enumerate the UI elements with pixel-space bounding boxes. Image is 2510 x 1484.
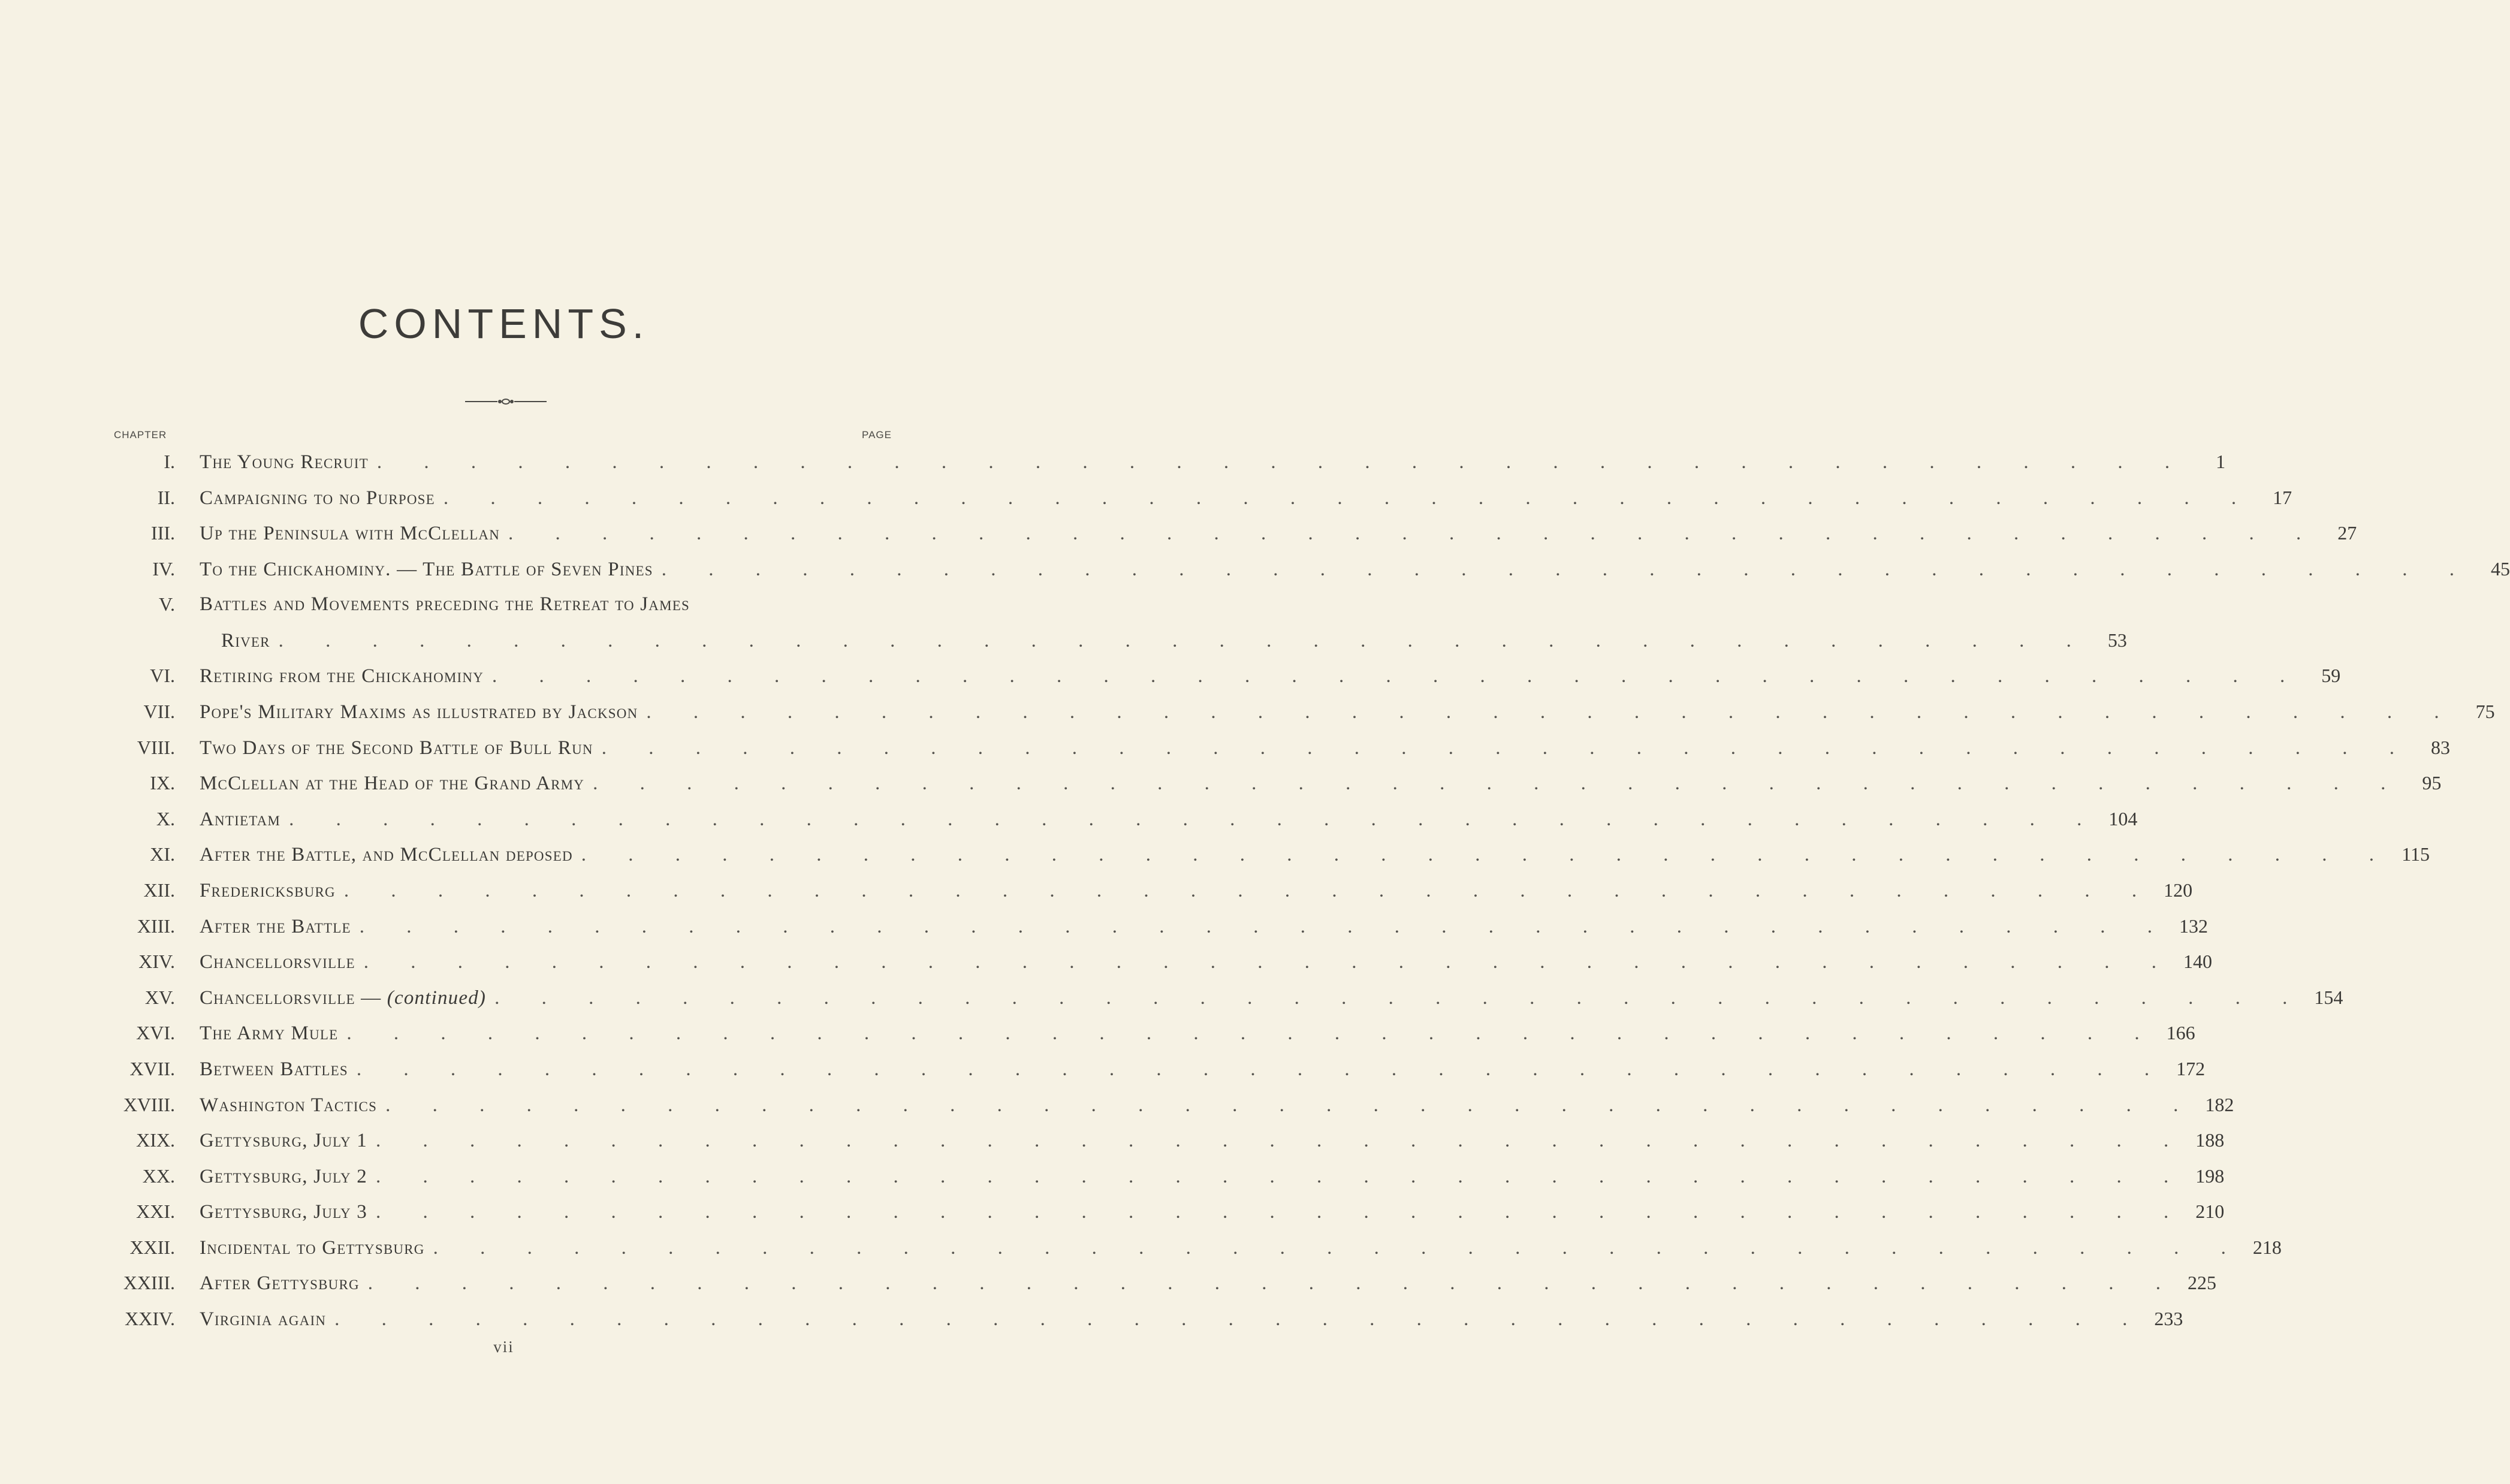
leader-dots: . . . . . . . . . . . . . . . . . . . . . . . . . . . . . . . . . . . . . . . (359, 915, 2171, 937)
chapter-title (200, 1130, 367, 1152)
chapter-title (200, 559, 653, 581)
chapter-line (200, 951, 2212, 975)
chapter-title-text: The Young Recruit (200, 451, 369, 473)
chapter-title (200, 665, 484, 687)
leader-dots: . . . . . . . . . . . . . . . . . . . . . . . . . . . . . . . . . . . . . . . (334, 1308, 2146, 1331)
chapter-line (200, 1272, 2217, 1296)
toc-entry (0, 873, 2193, 909)
chapter-number: XII. (143, 879, 175, 901)
leader-dots: . . . . . . . . . . . . . . . . . . . . . . . . . . . . . . . . . . . . . . . (375, 1130, 2188, 1152)
chapter-title-italic: (continued) (387, 987, 487, 1009)
toc-entry (0, 1016, 2195, 1052)
chapter-title (200, 1094, 377, 1117)
chapter-title-text: Incidental to Gettysburg (200, 1236, 425, 1259)
chapter-number: XVI. (136, 1022, 175, 1044)
chapter-title (200, 593, 690, 616)
leader-dots: . . . . . . . . . . . . . . . . . . . . . . . . . . . . . . . . . . . . . . . (661, 558, 2473, 580)
toc-entry (0, 1088, 2234, 1124)
chapter-line (200, 807, 2138, 832)
chapter-number: XIV. (138, 951, 175, 973)
chapter-title (200, 1166, 367, 1188)
chapter-title-text: After the Battle, and McClellan deposed (200, 844, 573, 866)
chapter-title-text: Battles and Movements preceding the Retreat to James (200, 593, 690, 616)
leader-dots: . . . . . . . . . . . . . . . . . . . . . . . . . . . . . . . . . . . . . . . (278, 630, 2090, 652)
chapter-title-text: After Gettysburg (200, 1272, 360, 1295)
leader-dots: . . . . . . . . . . . . . . . . . . . . . . . . . . . . . . . . . . . . . . . (375, 1201, 2188, 1223)
chapter-number: VII. (143, 700, 175, 722)
page-number: 53 (2107, 629, 2127, 651)
chapter-title-text: Washington Tactics (200, 1094, 378, 1116)
chapter-title (200, 951, 355, 973)
toc-entry (0, 1052, 2206, 1088)
chapter-title (200, 773, 584, 795)
chapter-title (200, 737, 593, 759)
chapter-title-text: Gettysburg, July 2 (200, 1165, 367, 1187)
page-number: 59 (2321, 665, 2341, 687)
chapter-title-text: After the Battle (200, 915, 351, 937)
chapter-number: VI. (150, 665, 175, 687)
page-title: CONTENTS. (358, 300, 650, 347)
leader-dots: . . . . . . . . . . . . . . . . . . . . . . . . . . . . . . . . . . . . . . . (508, 523, 2320, 545)
chapter-title (200, 1308, 326, 1331)
toc-entry (0, 1230, 2282, 1266)
page-number: 95 (2422, 772, 2442, 794)
chapter-number: XVIII. (123, 1093, 175, 1115)
leader-dots: . . . . . . . . . . . . . . . . . . . . . . . . . . . . . . . . . . . . . . . (343, 879, 2156, 901)
chapter-number: XV. (144, 986, 175, 1008)
chapter-number: XXI. (136, 1201, 175, 1223)
chapter-title (200, 451, 369, 473)
chapter-line (200, 1057, 2206, 1082)
chapter-number: IX. (150, 772, 175, 794)
chapter-title-text: Campaigning to no Purpose (200, 487, 435, 509)
toc-entry (0, 695, 2495, 731)
chapter-line (200, 1201, 2225, 1224)
chapter-number: X. (156, 807, 175, 830)
chapter-title-text: Between Battles (200, 1058, 348, 1080)
chapter-title-text: McClellan at the Head of the Grand Army (200, 773, 585, 795)
page-number: 104 (2108, 807, 2138, 830)
chapter-title-continued: River (221, 630, 270, 652)
chapter-title (200, 916, 351, 938)
chapter-line (200, 772, 2442, 796)
chapter-number: II. (157, 486, 175, 508)
chapter-title (200, 701, 638, 723)
chapter-title (200, 1237, 425, 1259)
chapter-line (200, 700, 2495, 725)
chapter-number: I. (164, 451, 175, 472)
chapter-title-text: Gettysburg, July 1 (200, 1130, 367, 1152)
page-number: 140 (2183, 951, 2212, 973)
leader-dots: . . . . . . . . . . . . . . . . . . . . . . . . . . . . . . . . . . . . . . . (356, 1058, 2168, 1080)
toc-entry (0, 1266, 2217, 1302)
toc-entry (0, 766, 2442, 802)
chapter-number: XIII. (137, 915, 175, 937)
page-number: 83 (2430, 736, 2450, 758)
page-number: 172 (2176, 1057, 2206, 1079)
leader-dots: . . . . . . . . . . . . . . . . . . . . . . . . . . . . . . . . . . . . . . . (646, 701, 2458, 723)
chapter-title (200, 1058, 348, 1081)
chapter-line (200, 843, 2430, 867)
toc-entry (0, 516, 2357, 552)
page-number: 115 (2402, 843, 2430, 865)
toc-entry (0, 445, 2226, 481)
leader-dots: . . . . . . . . . . . . . . . . . . . . . . . . . . . . . . . . . . . . . . . (581, 844, 2393, 866)
ornament-rule (465, 396, 547, 408)
chapter-title (200, 487, 435, 509)
leader-dots: . . . . . . . . . . . . . . . . . . . . . . . . . . . . . . . . . . . . . . . (375, 1165, 2188, 1187)
toc-entry (0, 1159, 2225, 1195)
page-number: 218 (2252, 1236, 2282, 1258)
chapter-line (200, 1129, 2225, 1153)
chapter-line (200, 1308, 2183, 1332)
page-number: 166 (2166, 1022, 2195, 1044)
chapter-title-text: Fredericksburg (200, 879, 336, 901)
leader-dots: . . . . . . . . . . . . . . . . . . . . . . . . . . . . . . . . . . . . . . . (376, 451, 2189, 473)
chapter-title (200, 1272, 360, 1295)
chapter-title (200, 809, 280, 831)
chapter-line (200, 879, 2193, 903)
page-number: 233 (2154, 1308, 2183, 1330)
leader-dots: . . . . . . . . . . . . . . . . . . . . . . . . . . . . . . . . . . . . . . . (346, 1022, 2158, 1045)
chapter-line (200, 486, 2292, 511)
leader-dots: . . . . . . . . . . . . . . . . . . . . . . . . . . . . . . . . . . . . . . . (494, 987, 2306, 1009)
chapter-title (200, 987, 486, 1009)
page-number: 182 (2205, 1093, 2234, 1115)
toc-entry (0, 837, 2430, 873)
toc-entry (0, 587, 2127, 659)
page-number: 1 (2216, 451, 2226, 472)
chapter-line (200, 986, 2343, 1011)
page-number: 45 (2491, 557, 2510, 580)
chapter-title-text: Gettysburg, July 3 (200, 1201, 367, 1223)
chapter-column-label: CHAPTER (114, 429, 167, 441)
table-of-contents (0, 445, 2510, 1338)
chapter-title-text: Virginia again (200, 1308, 327, 1331)
chapter-line (200, 1093, 2234, 1118)
leader-dots: . . . . . . . . . . . . . . . . . . . . . . . . . . . . . . . . . . . . . . . (433, 1236, 2244, 1259)
leader-dots: . . . . . . . . . . . . . . . . . . . . . . . . . . . . . . . . . . . . . . . (363, 951, 2175, 973)
leader-dots: . . . . . . . . . . . . . . . . . . . . . . . . . . . . . . . . . . . . . . . (385, 1094, 2197, 1116)
chapter-title (200, 880, 336, 902)
chapter-line (200, 665, 2341, 689)
chapter-number: IV. (152, 557, 175, 580)
chapter-number: XXIII. (123, 1272, 175, 1294)
chapter-title-text: Chancellorsville — (200, 987, 387, 1009)
leader-dots: . . . . . . . . . . . . . . . . . . . . . . . . . . . . . . . . . . . . . . . (443, 487, 2255, 509)
page-number: 120 (2164, 879, 2193, 901)
page-folio: vii (493, 1338, 514, 1356)
toc-entry (0, 1123, 2225, 1159)
leader-dots: . . . . . . . . . . . . . . . . . . . . . . . . . . . . . . . . . . . . . . . (601, 737, 2413, 759)
chapter-line (200, 1165, 2225, 1189)
chapter-line (200, 915, 2208, 939)
toc-entry (0, 909, 2208, 945)
chapter-title-text: Chancellorsville (200, 951, 355, 973)
chapter-line (200, 1022, 2195, 1046)
chapter-title-text: Retiring from the Chickahominy (200, 665, 484, 687)
toc-entry (0, 659, 2341, 695)
chapter-number: XI. (150, 843, 175, 865)
chapter-number: III. (151, 522, 175, 544)
chapter-title-text: Two Days of the Second Battle of Bull Run (200, 737, 593, 759)
toc-entry (0, 731, 2450, 767)
chapter-title (200, 844, 573, 866)
page-number: 225 (2188, 1272, 2217, 1294)
page-number: 27 (2337, 522, 2357, 544)
chapter-line-continued (200, 629, 2127, 653)
page-number: 210 (2195, 1201, 2225, 1223)
chapter-line (200, 557, 2510, 582)
page-number: 198 (2195, 1165, 2225, 1187)
page-number: 132 (2179, 915, 2208, 937)
leader-dots: . . . . . . . . . . . . . . . . . . . . . . . . . . . . . . . . . . . . . . . (367, 1272, 2180, 1295)
page-number: 75 (2475, 700, 2495, 722)
chapter-title-text: Pope's Military Maxims as illustrated by Jackson (200, 701, 638, 723)
page-number: 154 (2314, 986, 2343, 1008)
chapter-line (200, 593, 899, 617)
chapter-number: VIII. (137, 736, 175, 758)
toc-entry (0, 981, 2343, 1017)
chapter-title-text: The Army Mule (200, 1022, 339, 1045)
chapter-line (200, 522, 2357, 546)
chapter-line (200, 451, 2226, 475)
chapter-title-text: Antietam (200, 808, 281, 830)
page-column-label: PAGE (862, 429, 892, 441)
chapter-number: XX. (142, 1165, 175, 1187)
chapter-title-text: To the Chickahominy. — The Battle of Seven Pines (200, 558, 653, 580)
chapter-title (200, 523, 500, 545)
leader-dots: . . . . . . . . . . . . . . . . . . . . . . . . . . . . . . . . . . . . . . . (289, 808, 2101, 830)
toc-entry (0, 481, 2292, 517)
leader-dots: . . . . . . . . . . . . . . . . . . . . . . . . . . . . . . . . . . . . . . . (492, 665, 2304, 687)
chapter-number: XXIV. (125, 1308, 175, 1330)
leader-dots: . . . . . . . . . . . . . . . . . . . . . . . . . . . . . . . . . . . . . . . (593, 773, 2405, 795)
chapter-title (200, 1201, 367, 1223)
chapter-number: XIX. (136, 1129, 175, 1151)
page-number: 188 (2195, 1129, 2225, 1151)
chapter-line (200, 736, 2450, 761)
toc-entry (0, 945, 2212, 981)
chapter-title (200, 1022, 338, 1045)
toc-entry (0, 802, 2138, 838)
chapter-title-text: Up the Peninsula with McClellan (200, 523, 500, 545)
toc-entry (0, 1302, 2183, 1338)
page-number: 17 (2273, 486, 2292, 508)
chapter-number: XVII. (129, 1057, 175, 1079)
toc-entry (0, 1195, 2225, 1230)
chapter-line (200, 1236, 2282, 1260)
toc-entry (0, 552, 2510, 588)
chapter-number: XXII. (129, 1236, 175, 1258)
chapter-number: V. (159, 593, 175, 616)
